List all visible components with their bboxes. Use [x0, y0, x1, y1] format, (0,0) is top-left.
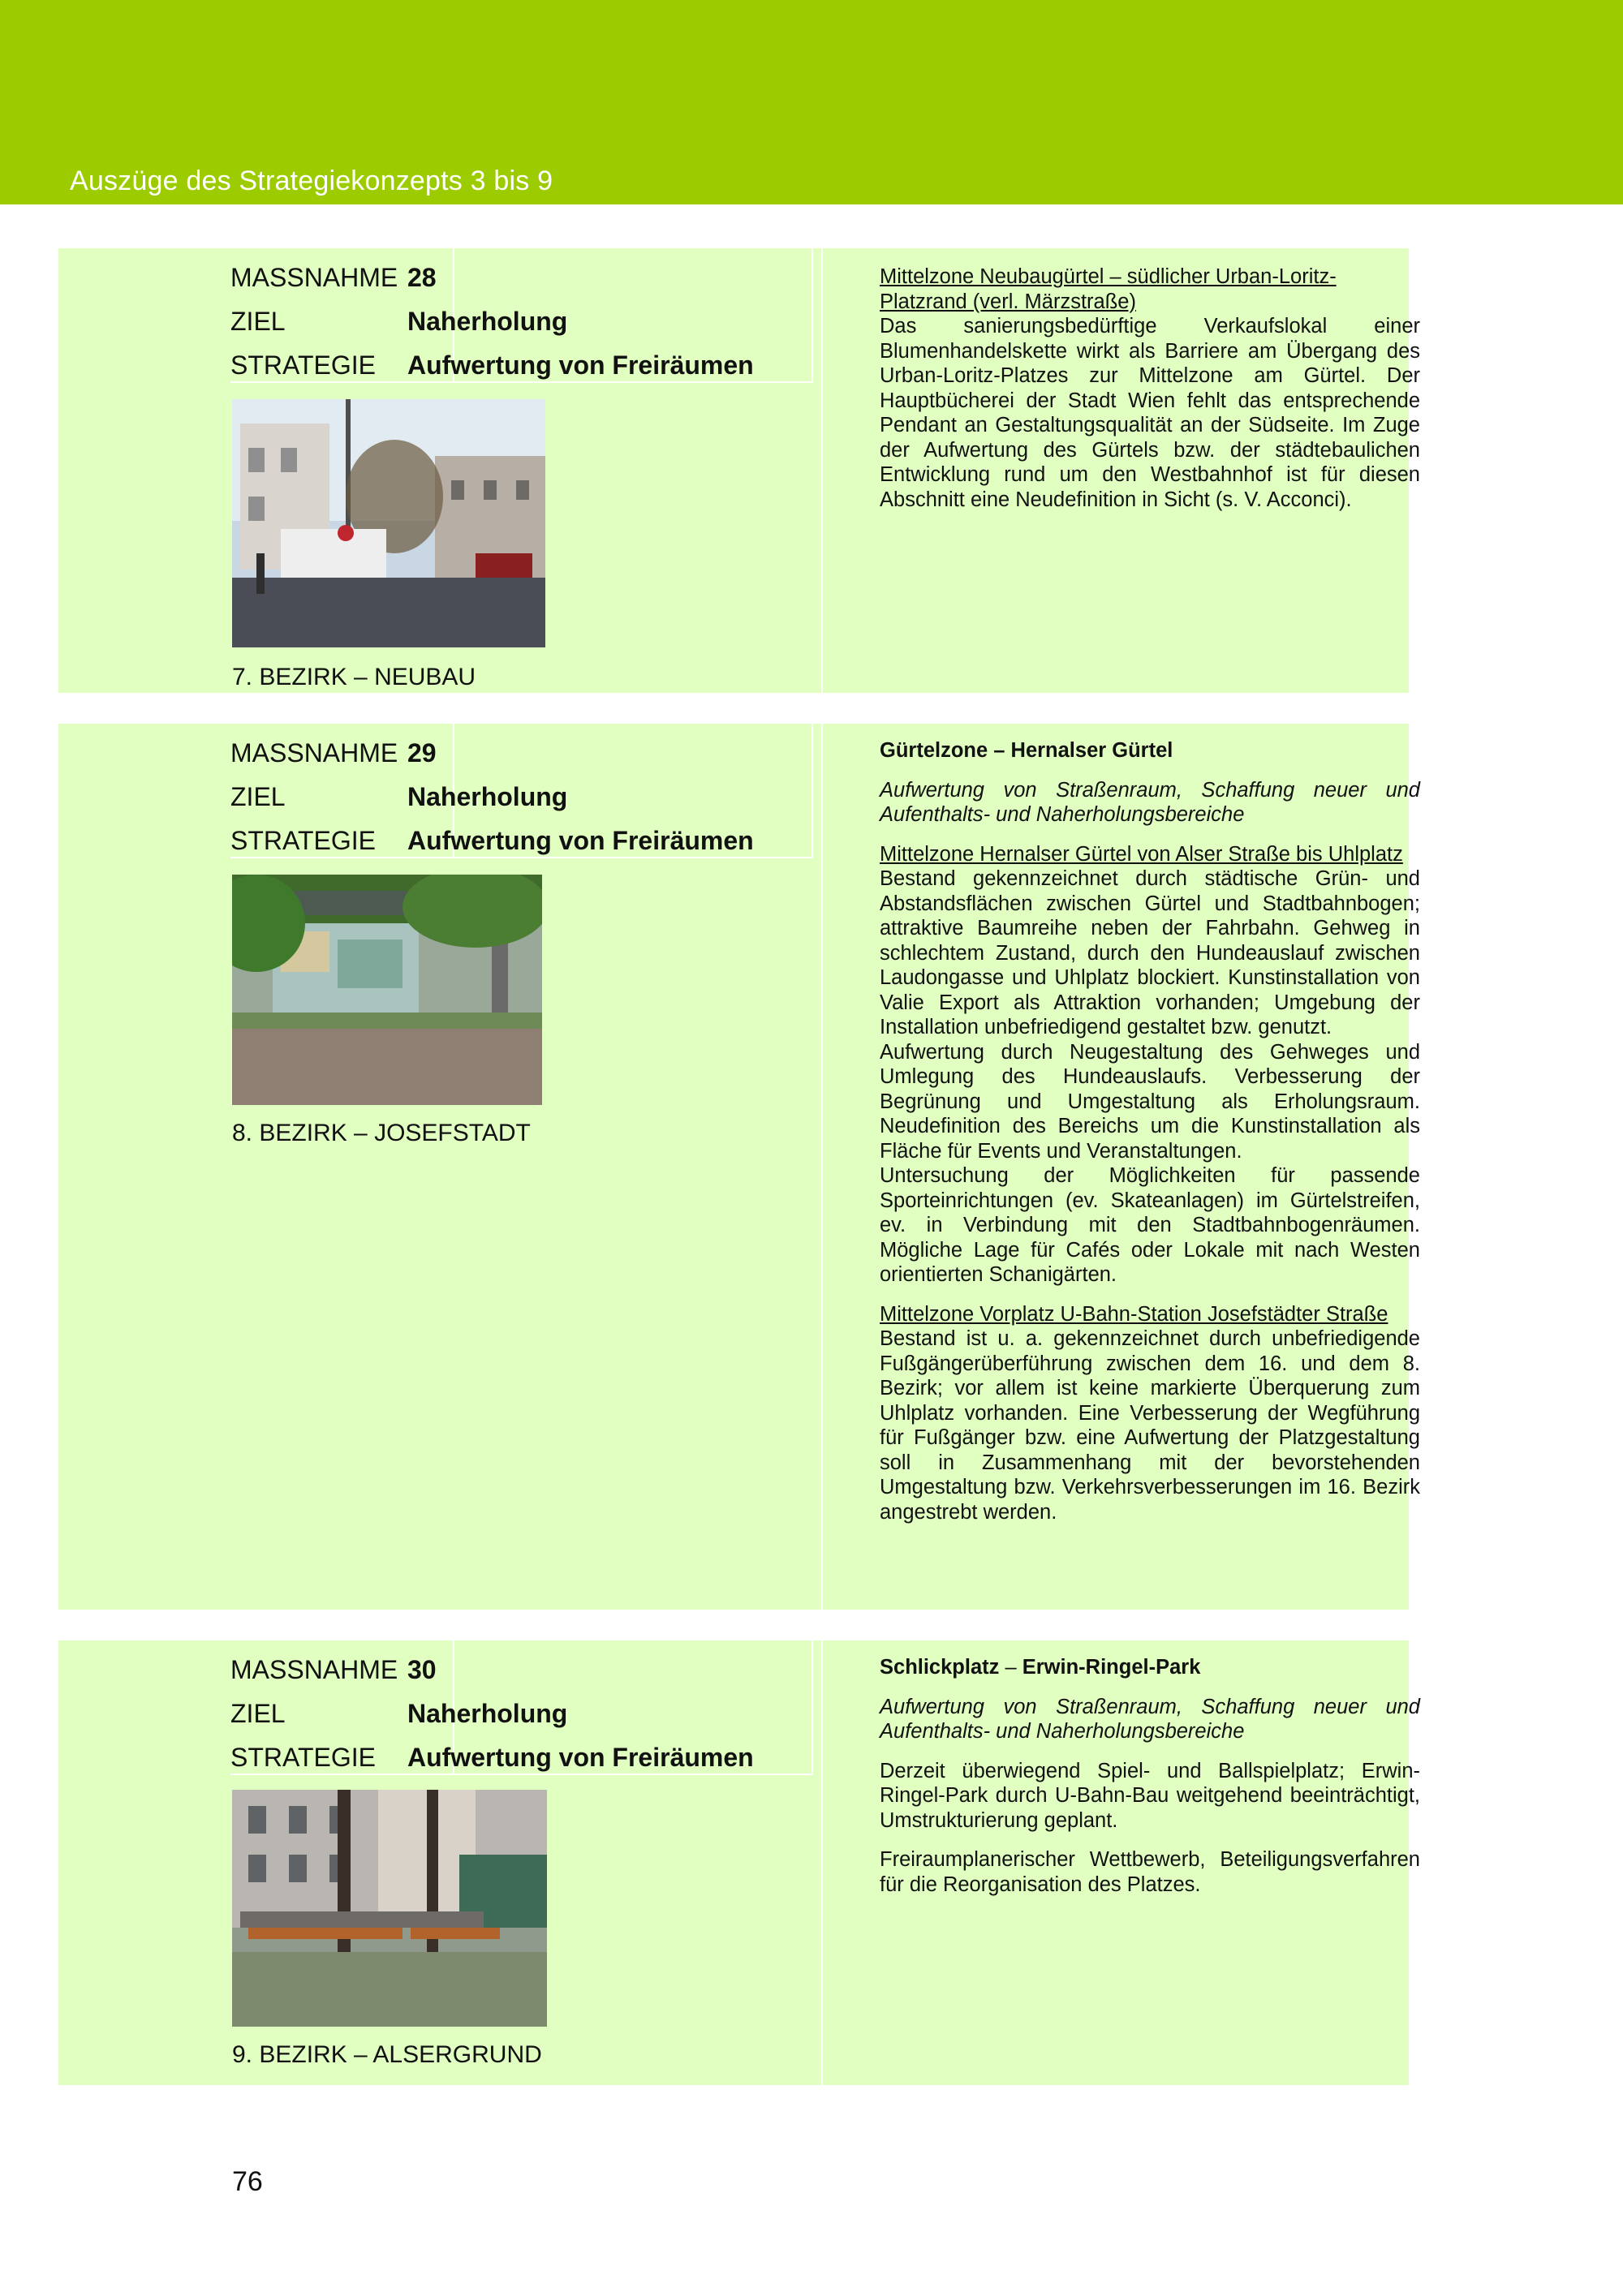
photo-alsergrund [232, 1790, 547, 2027]
strategie-value: Aufwertung von Freiräumen [407, 826, 754, 855]
heading-part-2: Erwin-Ringel-Park [1022, 1656, 1201, 1679]
measure-number: 29 [407, 738, 437, 767]
section-intro: Aufwertung von Straßenraum, Schaffung neuer und Aufenthalts- und Naherholungsbereiche [880, 1695, 1420, 1743]
district-label: 7. BEZIRK – NEUBAU [232, 664, 476, 690]
section-heading [880, 1655, 1420, 1680]
page-header [0, 0, 1623, 204]
district-label: 9. BEZIRK – ALSERGRUND [232, 2041, 542, 2068]
subsection-heading-2: Mittelzone Vorplatz U-Bahn-Station Josefstädter Straße [880, 1302, 1388, 1326]
section-body-1: Derzeit überwiegend Spiel- und Ballspielplatz; Erwin-Ringel-Park durch U-Bahn-Bau weitgehend beeinträchtigt, Umstrukturierung geplant. [880, 1759, 1420, 1832]
photo-neubau [232, 399, 545, 647]
subsection-body-2: Bestand ist u. a. gekennzeichnet durch unbefriedigende Fußgängerüberführung zwischen dem 16. und dem 8. Bezirk; vor allem ist keine markierte Überquerung zum Uhlplatz vorhanden. Eine Verbesserung der Wegführung für Fußgänger bzw. eine Aufwertung der Platzgestaltung soll in Zusammenhang mit der bevorstehenden Umgestaltung bzw. Verkehrsverbesserungen im 16. Bezirk angestrebt werden. [880, 1327, 1420, 1524]
measure-block-30 [58, 1640, 1420, 2085]
photo-josefstadt [232, 875, 542, 1105]
label-strategie: STRATEGIE [230, 350, 376, 380]
district-label: 8. BEZIRK – JOSEFSTADT [232, 1120, 531, 1146]
column-divider [821, 1640, 823, 2085]
strategie-value: Aufwertung von Freiräumen [407, 1743, 754, 1772]
description-column [880, 264, 1420, 512]
section-heading: Mittelzone Neubaugürtel – südlicher Urban-Loritz-Platzrand (verl. Märzstraße) [880, 265, 1337, 313]
label-ziel: ZIEL [230, 782, 286, 811]
subsection-heading-1: Mittelzone Hernalser Gürtel von Alser Straße bis Uhlplatz [880, 842, 1403, 866]
label-massnahme: MASSNAHME [230, 738, 398, 767]
label-ziel: ZIEL [230, 1699, 286, 1728]
section-intro: Aufwertung von Straßenraum, Schaffung neuer und Aufenthalts- und Naherholungsbereiche [880, 778, 1420, 826]
ziel-value: Naherholung [407, 1699, 568, 1728]
measure-number: 30 [407, 1655, 437, 1684]
label-strategie: STRATEGIE [230, 1743, 376, 1772]
subsection-body-1: Bestand gekennzeichnet durch städtische Grün- und Abstandsflächen zwischen Gürtel und Stadtbahnbogen; attraktive Baumreihe neben der Fahrbahn. Gehweg in schlechtem Zustand, durch den Hundeauslauf zwischen Laudongasse und Uhlplatz blockiert. Kunstinstallation von Valie Export als Attraktion vorhanden; Umgebung der Installation unbefriedigend gestaltet bzw. genutzt. [880, 867, 1420, 1038]
column-divider [821, 248, 823, 693]
page-number: 76 [232, 2166, 263, 2197]
strategie-value: Aufwertung von Freiräumen [407, 350, 754, 380]
description-column [880, 1655, 1420, 1911]
column-divider [821, 724, 823, 1610]
label-ziel: ZIEL [230, 307, 286, 336]
measure-block-29 [58, 724, 1420, 1610]
ziel-value: Naherholung [407, 782, 568, 811]
section-body-2: Freiraumplanerischer Wettbewerb, Beteiligungsverfahren für die Reorganisation des Platzes. [880, 1848, 1420, 1896]
ziel-value: Naherholung [407, 307, 568, 336]
subsection-body-1c: Untersuchung der Möglichkeiten für passende Sporteinrichtungen (ev. Skateanlagen) im Gürtelstreifen, ev. in Verbindung mit den Stadtbahnbogenräumen. Mögliche Lage für Cafés oder Lokale mit nach Westen orientierten Schanigärten. [880, 1164, 1420, 1286]
heading-separator: – [999, 1656, 1022, 1679]
measure-block-28 [58, 248, 1420, 693]
label-strategie: STRATEGIE [230, 826, 376, 855]
heading-part-1: Schlickplatz [880, 1656, 1000, 1679]
description-column [880, 738, 1420, 1524]
label-massnahme: MASSNAHME [230, 1655, 398, 1684]
label-massnahme: MASSNAHME [230, 263, 398, 292]
subsection-body-1b: Aufwertung durch Neugestaltung des Gehweges und Umlegung des Hundeauslaufs. Verbesserung der Begrünung und Umgestaltung als Erholungsraum. Neudefinition des Bereichs um die Kunstinstallation als Fläche für Events und Veranstaltungen. [880, 1040, 1420, 1163]
section-heading: Gürtelzone – Hernalser Gürtel [880, 739, 1173, 762]
section-body: Das sanierungsbedürftige Verkaufslokal einer Blumenhandelskette wirkt als Barriere am Übergang des Urban-Loritz-Platzes zur Mittelzone am Gürtel. Der Hauptbücherei der Stadt Wien fehlt das entsprechende Pendant an Gestaltungsqualität an der Südseite. Im Zuge der Aufwertung des Gürtels bzw. der städtebaulichen Entwicklung rund um den Westbahnhof ist für diesen Abschnitt eine Neudefinition in Sicht (s. V. Acconci). [880, 315, 1420, 511]
measure-number: 28 [407, 263, 437, 292]
header-title: Auszüge des Strategiekonzepts 3 bis 9 [70, 166, 553, 196]
